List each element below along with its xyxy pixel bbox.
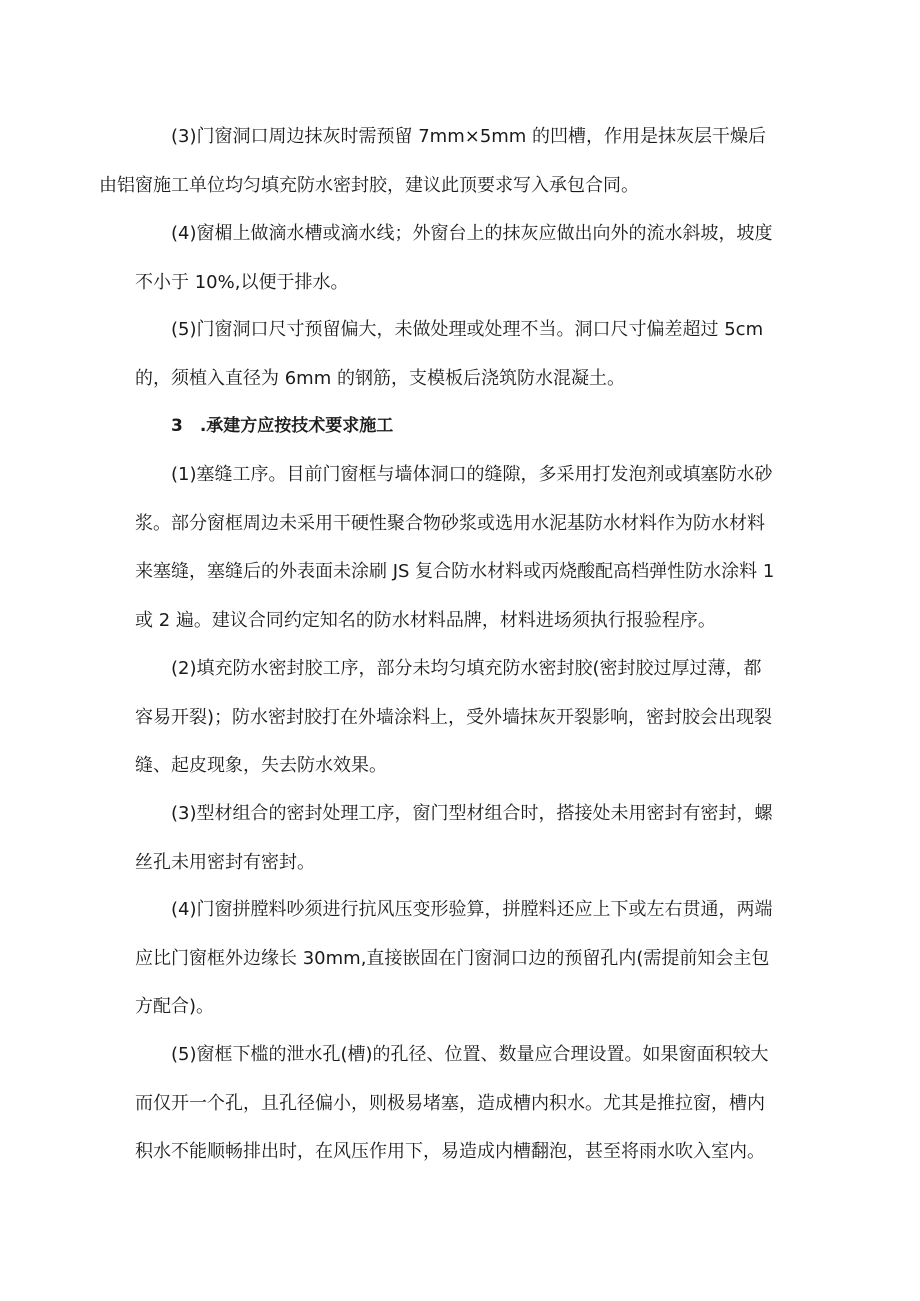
paragraph-line: 浆。部分窗框周边未采用干硬性聚合物砂浆或选用水泥基防水材料作为防水材料 xyxy=(135,512,765,534)
paragraph-line: 容易开裂)；防水密封胶打在外墙涂料上，受外墙抹灰开裂影响，密封胶会出现裂 xyxy=(135,706,773,728)
paragraph-5-opening-size xyxy=(135,306,787,403)
paragraph-4-mullion xyxy=(135,886,787,1032)
paragraph-line: (2)填充防水密封胶工序，部分未均匀填充防水密封胶(密封胶过厚过薄，都 xyxy=(171,658,762,679)
paragraph-line: (5)窗框下槛的泄水孔(槽)的孔径、位置、数量应合理设置。如果窗面积较大 xyxy=(171,1044,769,1065)
paragraph-line: 来塞缝，塞缝后的外表面未涂刷 JS 复合防水材料或丙烧酸配高档弹性防水涂料 1 xyxy=(135,561,775,582)
paragraph-line: 应比门窗框外边缘长 30mm,直接嵌固在门窗洞口边的预留孔内(需提前知会主包 xyxy=(135,947,770,969)
paragraph-line: 积水不能顺畅排出时，在风压作用下，易造成内槽翻泡，甚至将雨水吹入室内。 xyxy=(135,1141,765,1162)
paragraph-1-gap-filling xyxy=(135,451,787,645)
section-heading: 3 .承建方应按技术要求施工 xyxy=(171,416,394,436)
paragraph-line: (3)型材组合的密封处理工序，窗门型材组合时，搭接处未用密封有密封，螺 xyxy=(171,803,773,824)
paragraph-line: (3)门窗洞口周边抹灰时需预留 7mm×5mm 的凹槽，作用是抹灰层干燥后 xyxy=(171,126,767,147)
paragraph-line: 而仅开一个孔，且孔径偏小，则极易堵塞，造成槽内积水。尤其是推拉窗，槽内 xyxy=(135,1092,765,1114)
paragraph-line: 的，须植入直径为 6mm 的钢筋，支模板后浇筑防水混凝土。 xyxy=(135,367,625,389)
paragraph-line: 方配合)。 xyxy=(135,996,215,1017)
paragraph-line: 丝孔未用密封有密封。 xyxy=(135,851,315,873)
paragraph-line: 或 2 遍。建议合同约定知名的防水材料品牌，材料进场须执行报验程序。 xyxy=(135,609,716,631)
paragraph-line: 不小于 10%,以便于排水。 xyxy=(135,271,349,293)
paragraph-3-profile-sealing xyxy=(135,790,787,887)
paragraph-3-groove xyxy=(99,113,787,210)
paragraph-line: (4)窗楣上做滴水槽或滴水线；外窗台上的抹灰应做出向外的流水斜坡，坡度 xyxy=(171,223,773,244)
paragraph-line: 缝、起皮现象，失去防水效果。 xyxy=(135,755,387,776)
paragraph-line: 由铝窗施工单位均匀填充防水密封胶，建议此顶要求写入承包合同。 xyxy=(99,174,639,196)
paragraph-2-sealant xyxy=(135,645,787,791)
paragraph-line: (4)门窗拼膛料吵须进行抗风压变形验算，拼膛料还应上下或左右贯通，两端 xyxy=(171,899,773,920)
paragraph-line: (5)门窗洞口尺寸预留偏大，未做处理或处理不当。洞口尺寸偏差超过 5cm xyxy=(171,319,764,340)
paragraph-5-weep-holes xyxy=(135,1031,787,1177)
paragraph-4-drip xyxy=(135,210,787,307)
paragraph-line: (1)塞缝工序。目前门窗框与墙体洞口的缝隙，多采用打发泡剂或填塞防水砂 xyxy=(171,464,773,485)
